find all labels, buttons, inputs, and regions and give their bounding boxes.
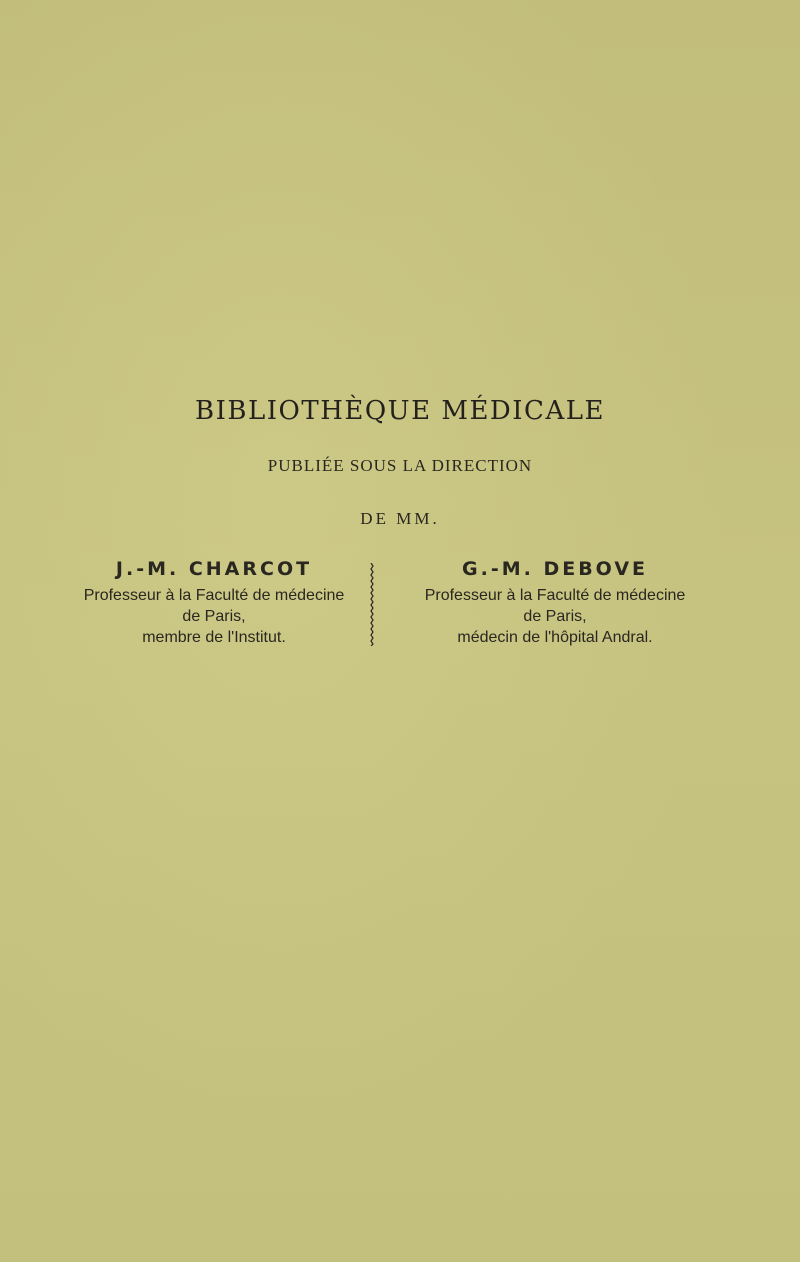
directors-heading: DE MM. — [360, 509, 440, 528]
column-divider-brace — [369, 563, 375, 646]
director-title-line: de Paris, — [182, 608, 246, 625]
director-block-right — [380, 556, 730, 648]
director-title-line: médecin de l'hôpital Andral. — [457, 629, 653, 646]
page-title: BIBLIOTHÈQUE MÉDICALE — [195, 396, 605, 426]
director-block-left — [60, 556, 368, 648]
director-title-line: Professeur à la Faculté de médecine — [83, 587, 345, 604]
director-name: J.-M. CHARCOT — [115, 558, 313, 580]
director-title-line: de Paris, — [523, 608, 587, 625]
director-name: G.-M. DEBOVE — [462, 558, 648, 580]
director-title-line: Professeur à la Faculté de médecine — [424, 587, 686, 604]
director-title-line: membre de l'Institut. — [142, 629, 286, 646]
subtitle: PUBLIÉE SOUS LA DIRECTION — [267, 456, 533, 475]
